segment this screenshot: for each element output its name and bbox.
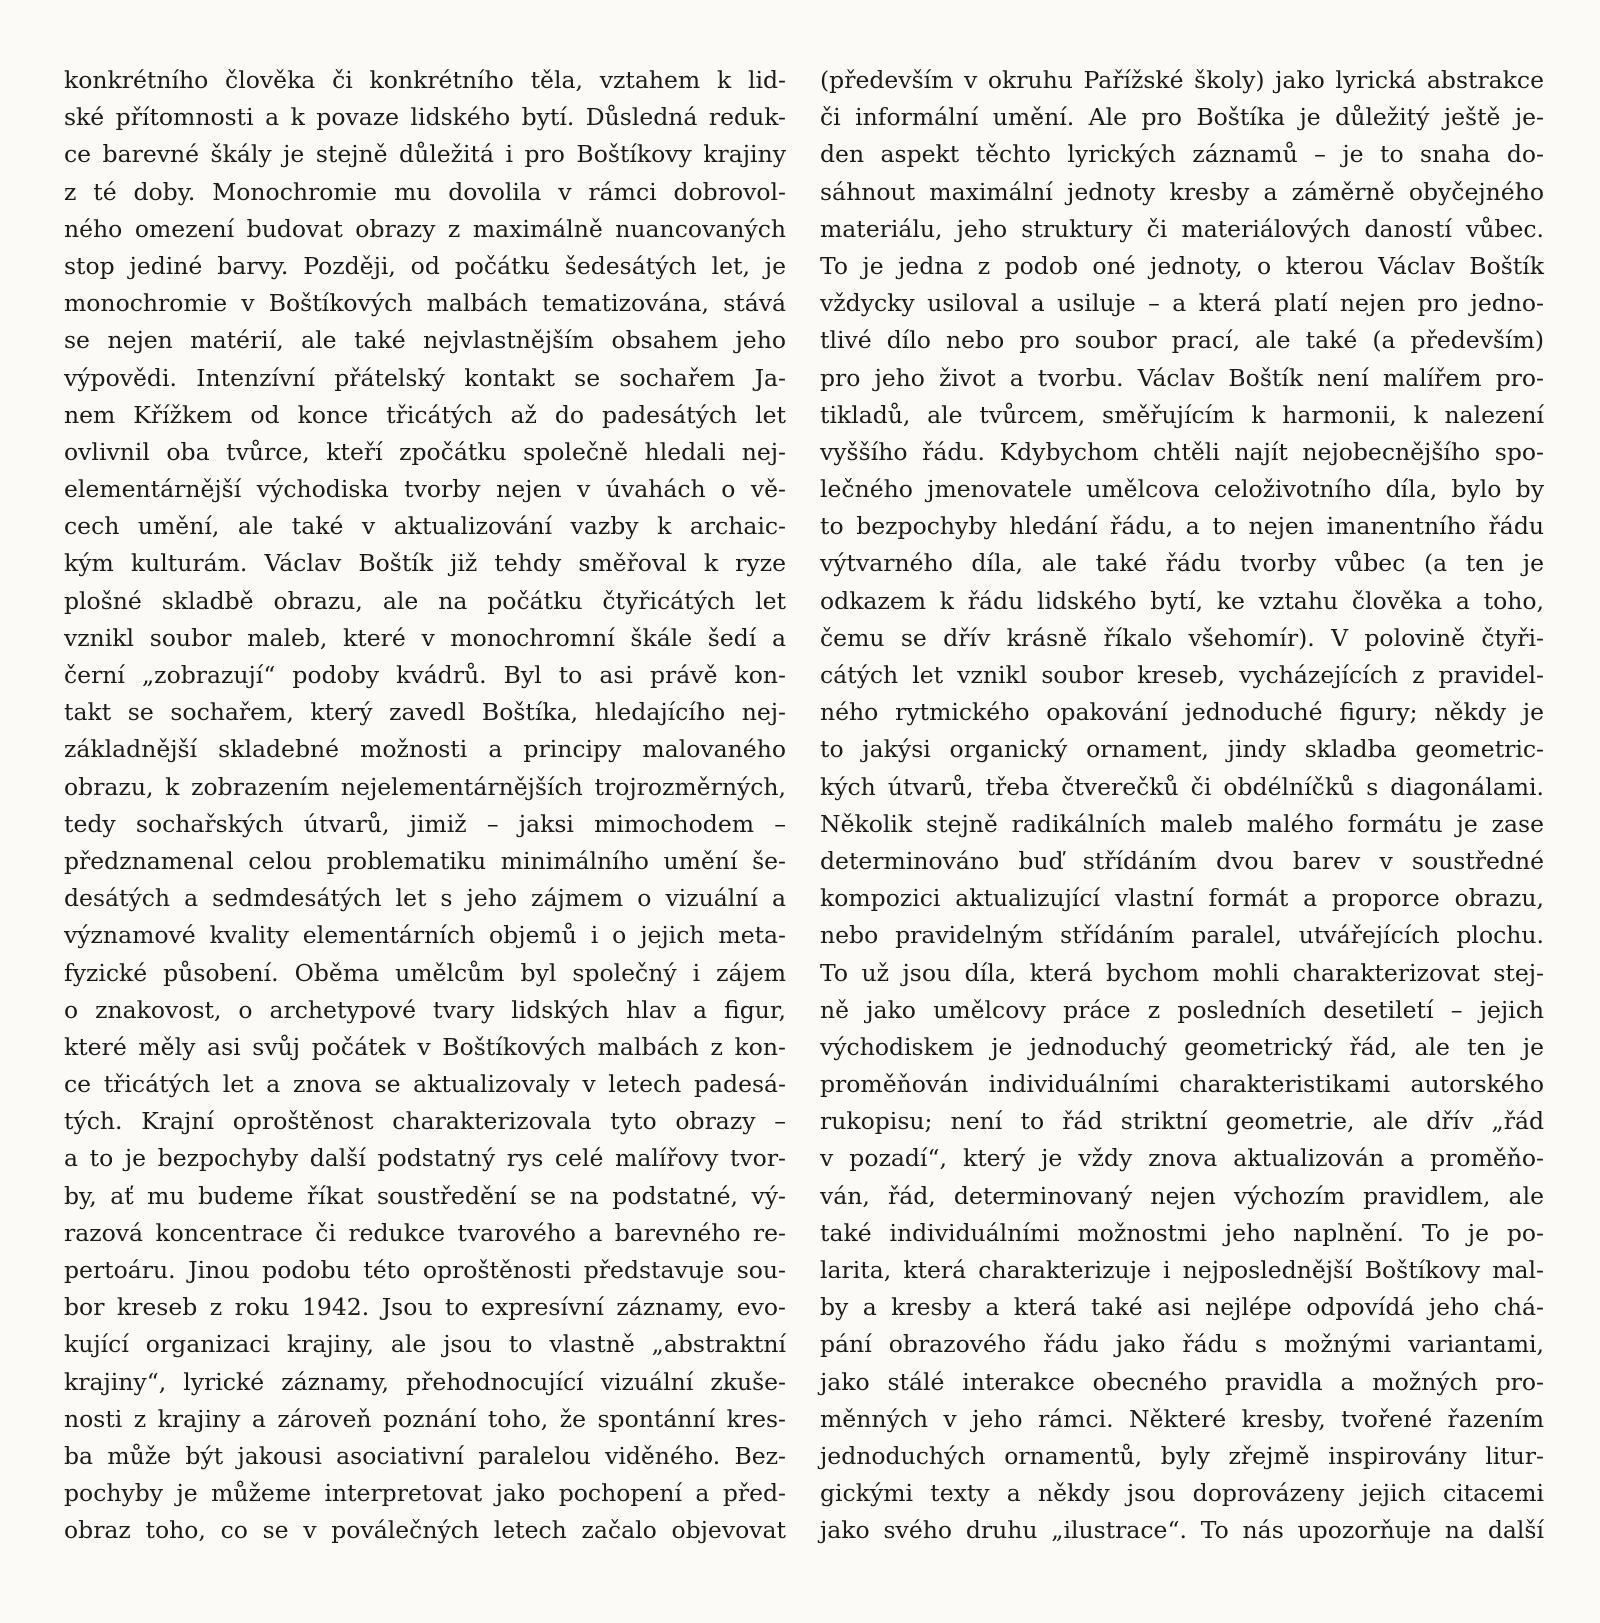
text-line: čemu se dřív krásně říkalo všehomír). V polovině čtyři- [820,623,1544,652]
text-line: kompozici aktualizující vlastní formát a proporce obrazu, [820,884,1544,913]
text-line: obrazu, k zobrazením nejelementárnějších trojrozměrných, [64,772,786,801]
text-line: kých útvarů, třeba čtverečků či obdélníčků s diagonálami. [820,772,1544,801]
text-line: (především v okruhu Pařížské školy) jako lyrická abstrakce [820,66,1544,94]
text-line: pání obrazového řádu jako řádu s možnými variantami, [820,1330,1544,1359]
text-line: bor kreseb z roku 1942. Jsou to expresívní záznamy, evo- [64,1293,786,1322]
text-line: gickými texty a někdy jsou doprovázeny jejich citacemi [820,1479,1544,1508]
text-line: tlivé dílo nebo pro soubor prací, ale také (a především) [820,326,1544,355]
text-line: které měly asi svůj počátek v Boštíkových malbách z kon- [64,1032,786,1061]
text-line: tých. Krajní oproštěnost charakterizovala tyto obrazy – [64,1107,786,1136]
text-line: to bezpochyby hledání řádu, a to nejen imanentního řádu [820,512,1544,541]
text-line: vznikl soubor maleb, které v monochromní škále šedí a [64,623,786,652]
text-line: pertoáru. Jinou podobu této oproštěnosti představuje sou- [64,1256,786,1284]
text-line: výpovědi. Intenzívní přátelský kontakt se sochařem Ja- [64,363,786,392]
text-line: materiálu, jeho struktury či materiálových daností vůbec. [820,214,1544,243]
text-line: tikladů, ale tvůrcem, směřujícím k harmonii, k nalezení [820,400,1544,429]
text-line: nem Křížkem od konce třicátých až do padesátých let [64,400,786,429]
text-line: by, ať mu budeme říkat soustředění se na podstatné, vý- [64,1181,786,1210]
text-line: tedy sochařských útvarů, jimiž – jaksi mimochodem – [64,809,786,838]
text-line: jednoduchých ornamentů, byly zřejmě inspirovány litur- [820,1441,1544,1470]
text-line: sáhnout maximální jednoty kresby a záměrně obyčejného [820,177,1544,206]
text-line: ně jako umělcovy práce z posledních desetiletí – jejich [820,995,1544,1024]
text-line: východiskem je jednoduchý geometrický řád, ale ten je [820,1032,1544,1061]
text-line: kující organizaci krajiny, ale jsou to vlastně „abstraktní [64,1330,786,1359]
text-line: ce barevné škály je stejně důležitá i pro Boštíkovy krajiny [64,140,786,169]
text-line: ovlivnil oba tvůrce, kteří zpočátku společně hledali nej- [64,437,786,466]
text-line: desátých a sedmdesátých let s jeho zájmem o vizuální a [64,884,786,913]
text-line: a to je bezpochyby další podstatný rys celé malířovy tvor- [64,1144,786,1173]
text-line: v pozadí“, který je vždy znova aktualizován a proměňo- [820,1144,1544,1173]
text-line: ného omezení budovat obrazy z maximálně nuancovaných [64,214,786,243]
text-line: o znakovost, o archetypové tvary lidských hlav a figur, [64,995,786,1024]
text-line: determinováno buď střídáním dvou barev v soustředné [820,846,1544,875]
text-line: ce třicátých let a znova se aktualizovaly v letech padesá- [64,1070,786,1099]
text-line: se nejen matérií, ale také nejvlastnějším obsahem jeho [64,326,786,355]
text-line: ba může být jakousi asociativní paralelou viděného. Bez- [64,1441,786,1470]
text-line: měnných v jeho rámci. Některé kresby, tvořené řazením [820,1404,1544,1433]
text-line: takt se sochařem, který zavedl Boštíka, hledajícího nej- [64,698,786,727]
text-line: proměňován individuálními charakteristikami autorského [820,1070,1544,1099]
text-line: vyššího řádu. Kdybychom chtěli najít nejobecnějšího spo- [820,437,1544,466]
text-line: cech umění, ale také v aktualizování vazby k archaic- [64,512,786,541]
text-line: konkrétního člověka či konkrétního těla, vztahem k lid- [64,66,786,94]
text-line: Několik stejně radikálních maleb malého formátu je zase [820,809,1544,838]
text-line: cátých let vznikl soubor kreseb, vycházejících z pravidel- [820,661,1544,689]
text-line: To je jedna z podob oné jednoty, o kterou Václav Boštík [820,251,1544,280]
text-line: jako stálé interakce obecného pravidla a možných pro- [820,1367,1544,1396]
text-line: to jakýsi organický ornament, jindy skladba geometric- [820,735,1544,764]
text-line: larita, která charakterizuje i nejposlednější Boštíkovy mal- [820,1256,1544,1284]
text-line: z té doby. Monochromie mu dovolila v rámci dobrovol- [64,177,786,206]
text-line: odkazem k řádu lidského bytí, ke vztahu člověka a toho, [820,586,1544,615]
text-line: lečného jmenovatele umělcova celoživotního díla, bylo by [820,475,1544,504]
text-line: razová koncentrace či redukce tvarového a barevného re- [64,1218,786,1247]
text-line: také individuálními možnostmi jeho naplnění. To je po- [820,1218,1544,1247]
text-line: kým kulturám. Václav Boštík již tehdy směřoval k ryze [64,549,786,578]
text-line: elementárnější východiska tvorby nejen v úvahách o vě- [64,475,786,504]
text-line: krajiny“, lyrické záznamy, přehodnocující vizuální zkuše- [64,1367,786,1396]
text-line: obraz toho, co se v poválečných letech začalo objevovat [64,1516,786,1545]
text-line: předznamenal celou problematiku minimálního umění še- [64,846,786,875]
text-line: plošné skladbě obrazu, ale na počátku čtyřicátých let [64,586,786,615]
text-line: monochromie v Boštíkových malbách tematizována, stává [64,289,786,318]
text-line: den aspekt těchto lyrických záznamů – je to snaha do- [820,140,1544,169]
text-line: fyzické působení. Oběma umělcům byl společný i zájem [64,958,786,987]
text-line: stop jediné barvy. Později, od počátku šedesátých let, je [64,251,786,280]
text-line: černí „zobrazují“ podoby kvádrů. Byl to asi právě kon- [64,661,786,689]
text-line: ván, řád, determinovaný nejen výchozím pravidlem, ale [820,1181,1544,1210]
text-line: pro jeho život a tvorbu. Václav Boštík není malířem pro- [820,363,1544,392]
text-line: nosti z krajiny a zároveň poznání toho, že spontánní kres- [64,1404,786,1433]
text-line: výtvarného díla, ale také řádu tvorby vůbec (a ten je [820,549,1544,578]
text-line: základnější skladebné možnosti a principy malovaného [64,735,786,764]
text-line: či informální umění. Ale pro Boštíka je důležitý ještě je- [820,103,1544,132]
right-text-column [820,62,1544,1550]
text-line: významové kvality elementárních objemů i o jejich meta- [64,921,786,950]
text-line: To už jsou díla, která bychom mohli charakterizovat stej- [820,958,1544,987]
text-line: ské přítomnosti a k povaze lidského bytí. Důsledná reduk- [64,103,786,132]
left-text-column [64,62,786,1550]
text-line: vždycky usiloval a usiluje – a která platí nejen pro jedno- [820,289,1544,318]
text-line: pochyby je můžeme interpretovat jako pochopení a před- [64,1479,786,1508]
text-line: ného rytmického opakování jednoduché figury; někdy je [820,698,1544,727]
text-line: nebo pravidelným střídáním paralel, utvářejících plochu. [820,921,1544,950]
text-line: by a kresby a která také asi nejlépe odpovídá jeho chá- [820,1293,1544,1322]
text-line: jako svého druhu „ilustrace“. To nás upozorňuje na další [820,1516,1544,1545]
text-line: rukopisu; není to řád striktní geometrie, ale dřív „řád [820,1107,1544,1136]
